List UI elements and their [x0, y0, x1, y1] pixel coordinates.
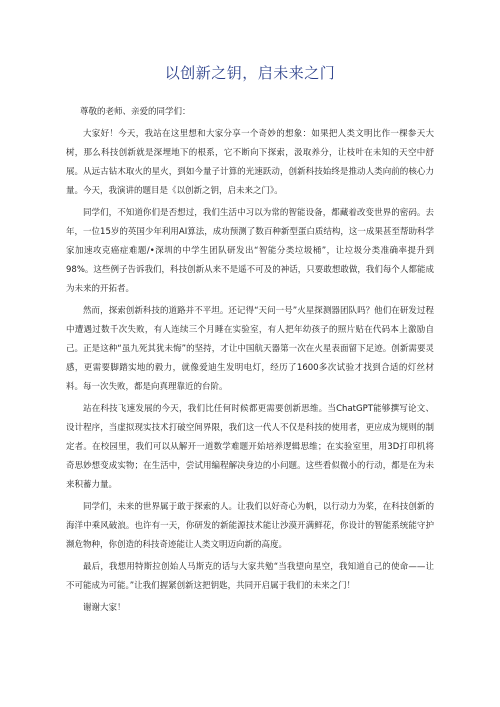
paragraph-5: 同学们，未来的世界属于敢于探索的人。让我们以好奇心为帆，以行动力为桨，在科技创新的海洋中乘风破浪。也许有一天，你研发的新能源技术能让沙漠开满鲜花，你设计的智能系统能守护濒危物种，你创造的科技奇迹能让人类文明迈向新的高度。 — [66, 502, 434, 550]
paragraph-1: 大家好！今天，我站在这里想和大家分享一个奇妙的想象：如果把人类文明比作一棵参天大树，那么科技创新就是深埋地下的根系，它不断向下探索，汲取养分，让枝叶在未知的天空中舒展。从远古钻木取火的星火，到如今量子计算的光速跃动，创新科技始终是推动人类向前的核心力量。今天，我演讲的题目是《以创新之钥，启未来之门》。 — [66, 129, 434, 196]
document-title: 以创新之钥，启未来之门 — [164, 64, 336, 82]
closing-line: 谢谢大家！ — [83, 603, 126, 613]
paragraph-2: 同学们，不知道你们是否想过，我们生活中习以为常的智能设备，都藏着改变世界的密码。去年，一位15岁的英国少年利用AI算法，成功预测了数百种新型蛋白质结构，这一成果甚至帮助科学家加速攻克癌症难题/•深圳的中学生团队研发出“智能分类垃圾桶”，让垃圾分类准确率提升到98%。这些例子告诉我们，科技创新从来不是遥不可及的神话，只要敢想敢做，我们每个人都能成为未来的开拓者。 — [66, 208, 434, 294]
paragraph-6: 最后，我想用特斯拉创始人马斯克的话与大家共勉“当我望向星空，我知道自己的使命——让不可能成为可能。”让我们握紧创新这把钥匙，共同开启属于我们的未来之门！ — [66, 562, 434, 591]
salutation: 尊敬的老师、亲爱的同学们： — [80, 107, 191, 117]
paragraph-3: 然而，探索创新科技的道路并不平坦。还记得“天问一号”火星探测器团队吗？他们在研发过程中遭遇过数千次失败，有人连续三个月睡在实验室，有人把年幼孩子的照片贴在代码本上激励自己。正是这种“虽九死其犹未悔”的坚持，才让中国航天器第一次在火星表面留下足迹。创新需要灵感，更需要脚踏实地的毅力，就像爱迪生发明电灯，经历了1600多次试验才找到合适的灯丝材料。每一次失败，都是向真理靠近的台阶。 — [66, 306, 434, 392]
paragraph-4: 站在科技飞速发展的今天，我们比任何时候都更需要创新思维。当ChatGPT能够撰写论文、设计程序，当虚拟现实技术打破空间界限，我们这一代人不仅是科技的使用者，更应成为规则的制定者。在校园里，我们可以从解开一道数学难题开始培养逻辑思维；在实验室里，用3D打印机将奇思妙想变成实物；在生活中，尝试用编程解决身边的小问题。这些看似微小的行动，都是在为未来积蓄力量。 — [66, 404, 434, 490]
